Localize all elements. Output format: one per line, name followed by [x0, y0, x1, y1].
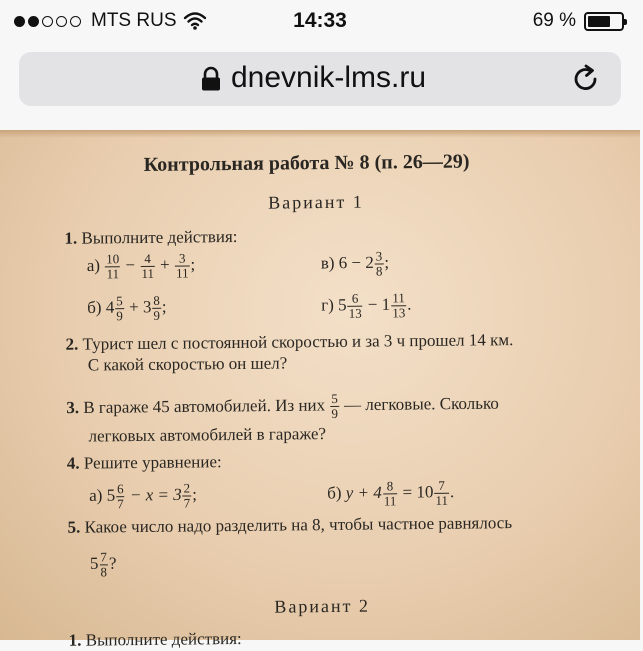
operator: − 1: [367, 294, 391, 315]
item-label: а): [86, 255, 101, 275]
task-text: Какое число надо разделить на 8, чтобы частное равнялось: [84, 513, 513, 537]
task-4a: [89, 481, 197, 511]
signal-dot: [42, 16, 53, 27]
task-text: — легковые. Сколько: [343, 393, 499, 415]
fraction: [347, 292, 362, 321]
signal-strength: [14, 16, 81, 27]
task-3: [66, 390, 499, 424]
expression: 6 − 2: [338, 252, 374, 273]
punctuation: ?: [108, 553, 117, 573]
item-label: а): [89, 485, 103, 505]
punctuation: ;: [190, 254, 196, 274]
whole-part: 3: [142, 297, 152, 317]
denominator: 8: [100, 564, 108, 580]
lock-icon: [200, 67, 222, 91]
task-3-line-2: легковых автомобилей в гараже?: [88, 424, 327, 446]
whole-part: 5: [89, 553, 99, 573]
item-label: б): [87, 297, 102, 317]
task-4b: [327, 479, 454, 509]
denominator: 11: [175, 265, 189, 281]
operator: −: [125, 255, 136, 275]
numerator: 3: [175, 251, 190, 266]
item-label: б): [327, 483, 342, 503]
task-number: 5.: [67, 517, 81, 537]
task-2-line-2: С какой скоростью он шел?: [87, 353, 288, 375]
task-number: 3.: [66, 398, 80, 418]
variant-2-heading: Вариант 2: [274, 595, 371, 617]
task-1: [64, 227, 237, 249]
whole-part: 5: [338, 295, 347, 315]
worksheet-photo: [0, 127, 643, 650]
task-1b: [87, 294, 167, 324]
denominator: 13: [348, 305, 362, 321]
denominator: 8: [375, 263, 383, 279]
denominator: 7: [183, 495, 191, 511]
denominator: 11: [435, 492, 449, 508]
task-text: Выполните действия:: [81, 226, 238, 248]
page-content[interactable]: [0, 130, 640, 650]
task-text: Турист шел с постоянной скоростью и за 3 ч прошел 14 км.: [82, 330, 514, 354]
fraction: [152, 294, 161, 323]
expression: = 10: [402, 482, 434, 502]
expression: y + 4: [345, 482, 382, 503]
variant-1-heading: Вариант 1: [268, 191, 364, 213]
denominator: 9: [331, 405, 339, 421]
expression: − x = 3: [129, 484, 182, 505]
status-bar: [0, 0, 640, 42]
wifi-icon: [183, 12, 207, 30]
denominator: 9: [116, 308, 123, 324]
punctuation: ;: [192, 484, 197, 504]
numerator: 4: [140, 252, 155, 267]
fraction: [434, 479, 449, 508]
fraction: [99, 550, 108, 579]
worksheet-title: Контрольная работа № 8 (п. 26—29): [143, 150, 470, 176]
battery-icon: [584, 12, 624, 31]
punctuation: ;: [161, 297, 167, 317]
task-number: 2.: [65, 334, 79, 354]
signal-dot: [70, 16, 81, 27]
battery-percent: 69 %: [532, 10, 576, 31]
signal-dot: [56, 16, 67, 27]
numerator: 5: [116, 293, 123, 309]
task-5: [67, 513, 512, 538]
status-left: [14, 10, 207, 32]
denominator: 13: [392, 305, 406, 321]
numerator: 7: [100, 549, 107, 565]
numerator: 3: [375, 248, 383, 264]
carrier-name: MTS RUS: [91, 10, 177, 31]
numerator: 11: [392, 290, 405, 306]
battery-fill: [588, 16, 610, 27]
fraction: [375, 249, 384, 278]
numerator: 10: [106, 251, 120, 267]
numerator: 8: [383, 479, 398, 494]
denominator: 9: [153, 307, 161, 323]
operator: +: [128, 297, 139, 317]
task-6: [69, 629, 242, 651]
fraction: [175, 251, 190, 280]
url-text[interactable]: dnevnik-lms.ru: [231, 61, 427, 94]
task-1g: [321, 291, 412, 321]
fraction: [391, 291, 406, 320]
status-time: 14:33: [293, 9, 347, 32]
fraction: [105, 252, 120, 281]
task-number: 4.: [66, 453, 80, 473]
task-4: [67, 452, 222, 474]
task-text: Выполните действия:: [85, 628, 242, 650]
numerator: 6: [347, 292, 362, 307]
fraction: [140, 252, 155, 281]
task-5-line-2: [90, 550, 117, 579]
task-1a: [87, 251, 196, 281]
task-text: Решите уравнение:: [83, 452, 222, 473]
whole-part: 5: [106, 485, 116, 505]
fraction: [330, 392, 339, 421]
task-text: В гараже 45 автомобилей. Из них: [83, 395, 326, 417]
numerator: 8: [153, 292, 160, 308]
numerator: 5: [331, 390, 338, 406]
denominator: 7: [117, 496, 124, 512]
status-right: [533, 10, 624, 32]
signal-dot: [14, 16, 25, 27]
task-number: 1.: [64, 228, 78, 248]
punctuation: .: [407, 294, 412, 314]
denominator: 11: [106, 266, 120, 282]
task-2: [66, 330, 514, 355]
denominator: 11: [383, 493, 397, 509]
punctuation: .: [449, 482, 455, 502]
signal-dot: [28, 16, 39, 27]
operator: +: [160, 255, 170, 275]
numerator: 2: [183, 480, 191, 496]
reload-icon[interactable]: [571, 64, 601, 94]
denominator: 11: [141, 265, 155, 281]
whole-part: 4: [105, 297, 115, 317]
numerator: 7: [434, 479, 449, 494]
fraction: [115, 294, 124, 323]
numerator: 6: [117, 481, 124, 497]
fraction: [183, 481, 192, 510]
punctuation: ;: [384, 252, 390, 272]
task-number: 1.: [68, 630, 82, 650]
item-label: г): [321, 295, 334, 315]
task-1v: [321, 249, 390, 279]
fraction: [383, 479, 398, 508]
item-label: в): [320, 253, 335, 273]
fraction: [116, 482, 125, 511]
address-bar[interactable]: [19, 52, 621, 106]
